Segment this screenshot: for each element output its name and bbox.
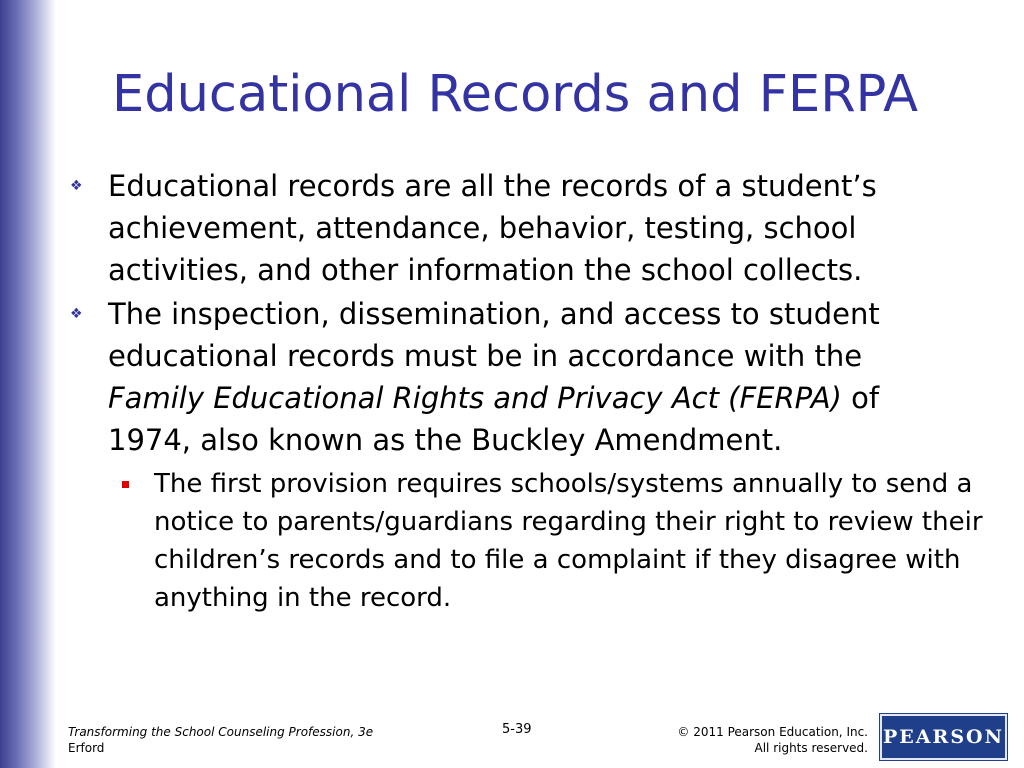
bullet-item (64, 165, 994, 291)
square-bullet-icon (108, 465, 154, 503)
footer-book-info (68, 724, 373, 756)
bullet-text (108, 293, 948, 461)
pearson-logo: PEARSON (880, 714, 1007, 760)
sub-bullet-text: The first provision requires schools/systems annually to send a notice to parents/guardians regarding their right to review their children’s records and to file a complaint if they disagree with anything in the record. (154, 469, 983, 613)
slide-number: 5-39 (502, 722, 532, 737)
sub-bullet-item (108, 465, 994, 617)
slide-title: Educational Records and FERPA (112, 65, 919, 124)
diamond-bullet-icon: ❖ (70, 178, 83, 194)
copyright-notice (677, 724, 868, 756)
bullet-text-part: The inspection, dissemination, and access to student educational records must be in accordance with the (108, 297, 880, 373)
diamond-bullet-icon: ❖ (70, 306, 83, 322)
bullet-item (64, 293, 994, 461)
author-name: Erford (68, 741, 105, 755)
copyright-line: All rights reserved. (754, 741, 868, 755)
slide-body (64, 165, 994, 617)
copyright-line: © 2011 Pearson Education, Inc. (677, 725, 868, 739)
act-name: Family Educational Rights and Privacy Act (FERPA) (108, 381, 842, 415)
left-gradient-band (0, 0, 56, 768)
bullet-text: Educational records are all the records of a student’s achievement, attendance, behavior, testing, school activities, and other information the school collects. (108, 169, 877, 287)
bullet-text-part: of 1974, also known as the Buckley Amendment. (108, 381, 880, 457)
book-title: Transforming the School Counseling Profession, 3e (68, 725, 374, 739)
